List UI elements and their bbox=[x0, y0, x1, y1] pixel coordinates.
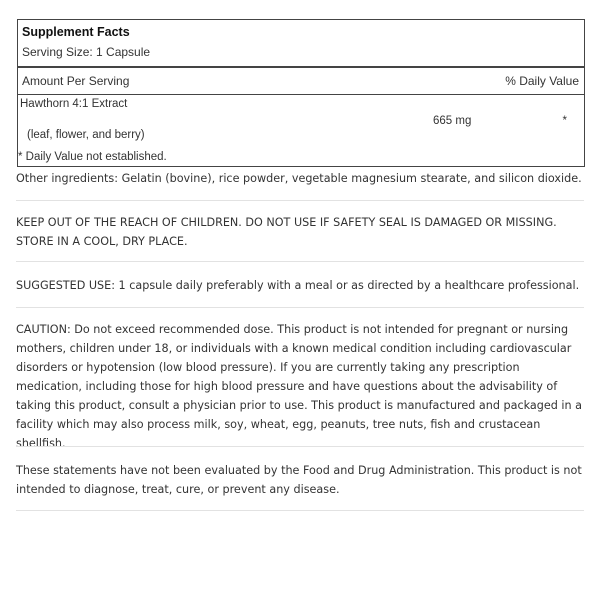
supplement-facts-title: Supplement Facts bbox=[22, 25, 130, 39]
warning-text: KEEP OUT OF THE REACH OF CHILDREN. DO NOT USE IF SAFETY SEAL IS DAMAGED OR MISSING. STORE IN A COOL, DRY PLACE. bbox=[16, 216, 557, 248]
other-ingredients-text: Other ingredients: Gelatin (bovine), rice powder, vegetable magnesium stearate, and silicon dioxide. bbox=[16, 172, 582, 185]
serving-size: Serving Size: 1 Capsule bbox=[22, 45, 151, 59]
ingredient-amount: 665 mg bbox=[433, 115, 472, 127]
supplement-facts-panel bbox=[17, 19, 585, 167]
caution-text: CAUTION: Do not exceed recommended dose. This product is not intended for pregnant or nursing mothers, children under 18, or individuals with a known medical condition including cardiovascular disorders or hypotension (low blood pressure). If you are currently taking any prescription medication, including those for high blood pressure and have questions about the advisability of taking this product, consult a physician prior to use. This product is manufactured and packaged in a facility which may also process milk, soy, wheat, egg, peanuts, tree nuts, fish and crustacean shellfish. bbox=[16, 323, 583, 450]
section-divider bbox=[16, 261, 584, 262]
section-divider bbox=[16, 307, 584, 308]
fda-disclaimer-text: These statements have not been evaluated by the Food and Drug Administration. This product is not intended to diagnose, treat, cure, or prevent any disease. bbox=[16, 464, 582, 496]
section-divider bbox=[16, 446, 584, 447]
facts-divider-thick bbox=[18, 66, 584, 68]
daily-value-footnote: * Daily Value not established. bbox=[18, 151, 167, 163]
section-divider bbox=[16, 200, 584, 201]
amount-per-serving-label: Amount Per Serving bbox=[22, 74, 130, 88]
facts-divider-thin bbox=[18, 94, 584, 95]
ingredient-daily-value: * bbox=[562, 115, 567, 127]
daily-value-header: % Daily Value bbox=[505, 74, 579, 88]
ingredient-description: (leaf, flower, and berry) bbox=[27, 129, 145, 141]
section-divider bbox=[16, 510, 584, 511]
suggested-use-text: SUGGESTED USE: 1 capsule daily preferably with a meal or as directed by a healthcare professional. bbox=[16, 279, 580, 292]
ingredient-name: Hawthorn 4:1 Extract bbox=[20, 98, 128, 110]
